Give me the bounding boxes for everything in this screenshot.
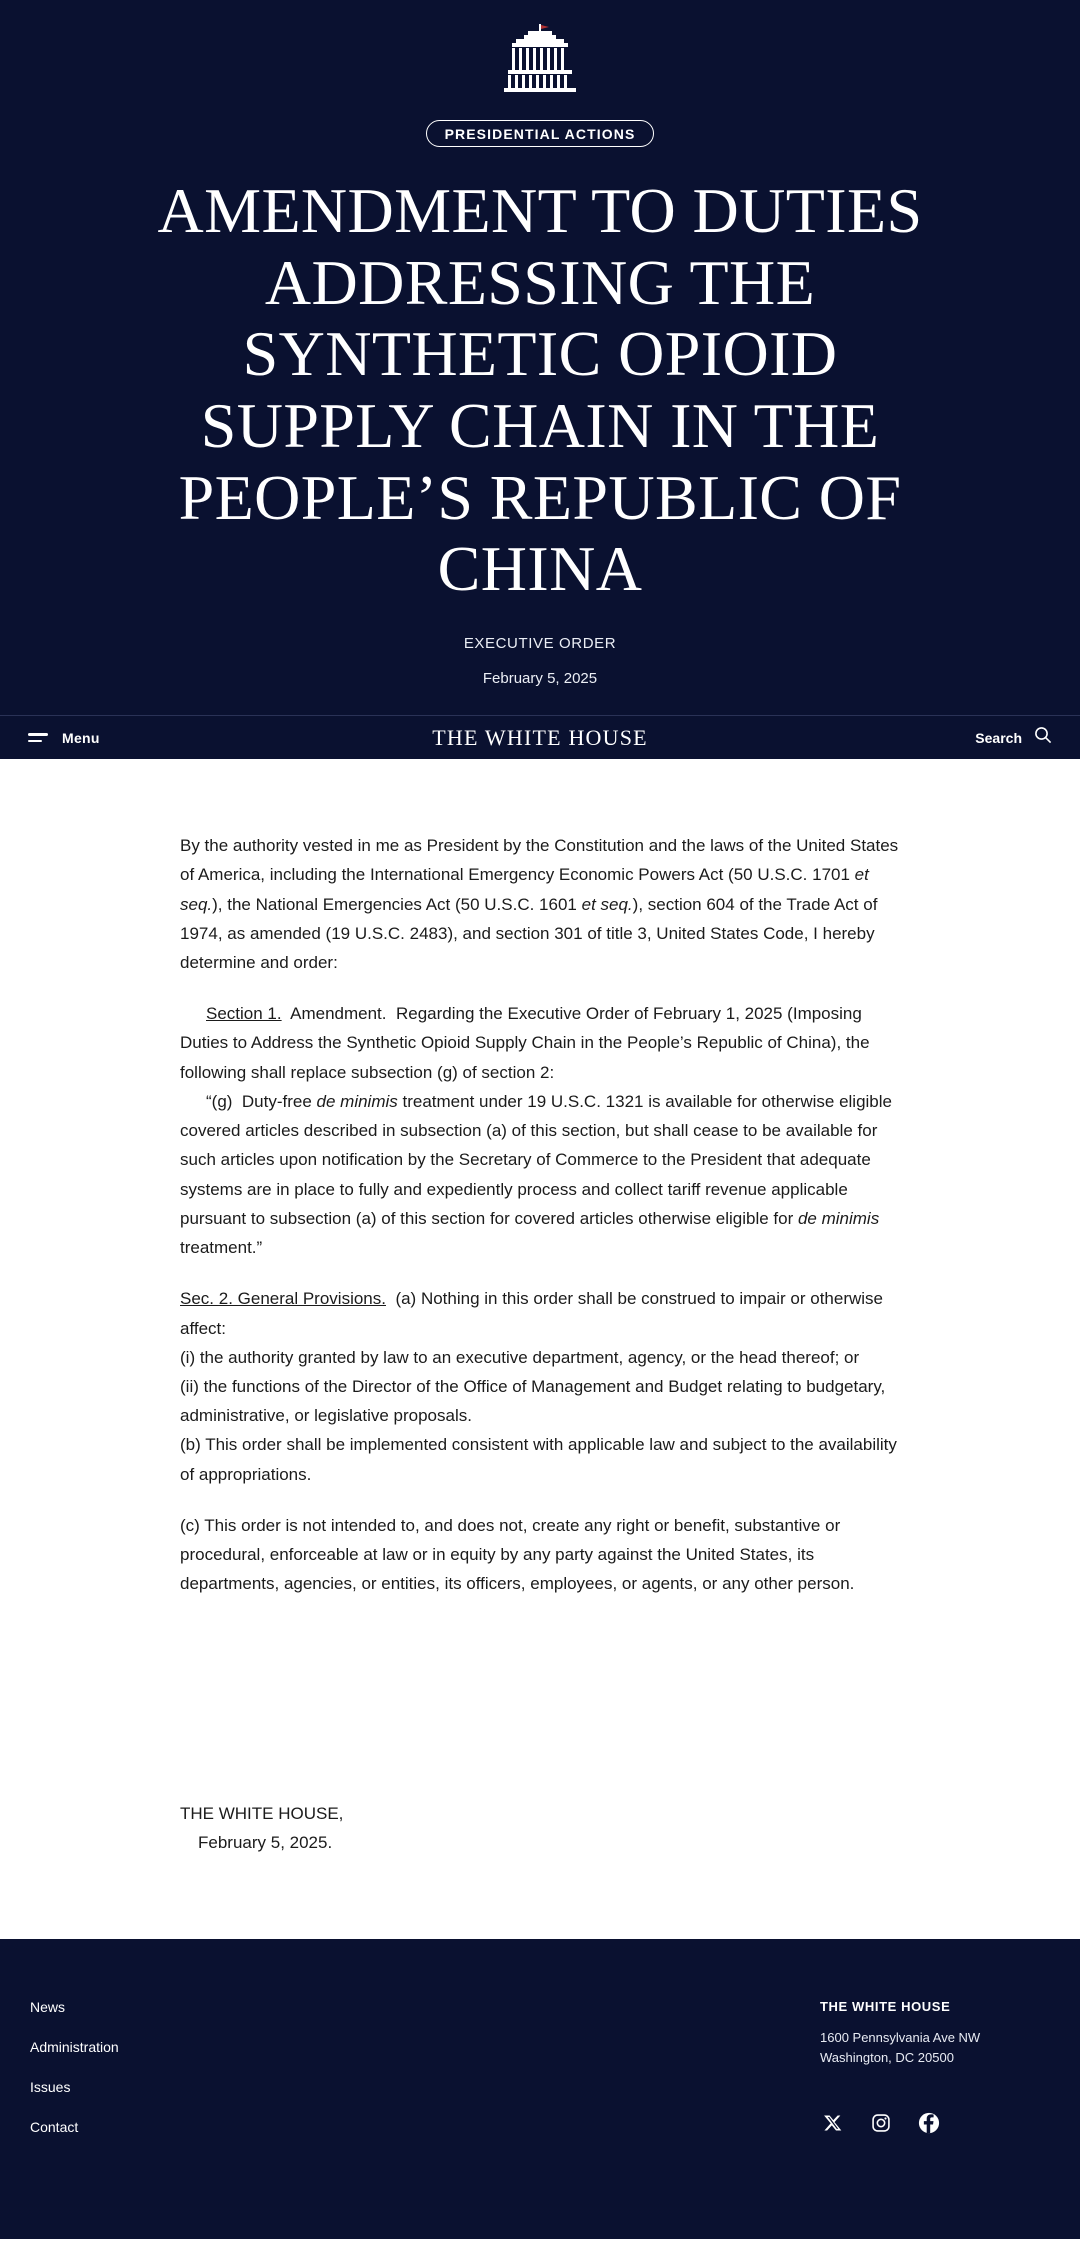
footer-link-administration[interactable]: Administration [30,2039,119,2056]
white-house-seal-icon [494,24,586,94]
signoff-line-2: February 5, 2025. [198,1832,333,1852]
section-1-heading: Section 1. [206,1004,282,1024]
section-1-body: Regarding the Executive Order of February 1, 2025 (Imposing Duties to Address the Synthetic Opioid Supply Chain in the People’s Republic of China), the following shall replace subsection (g) of section 2: [180,1004,870,1082]
document-body [0,759,1080,1939]
footer-link-issues[interactable]: Issues [30,2079,71,2096]
footer-links [0,1999,119,2169]
paragraph-section-1 [180,999,900,1087]
hero-banner [0,0,1080,715]
page-title: AMENDMENT TO DUTIES ADDRESSING THE SYNTHETIC OPIOID SUPPLY CHAIN IN THE PEOPLE’S REPUBLIC OF CHINA [157,175,923,605]
site-brand: THE WHITE HOUSE [432,724,648,750]
paragraph-section-2-c: (c) This order is not intended to, and does not, create any right or benefit, substantive or procedural, enforceable at law or in equity by any party against the United States, its departments, agencies, or entities, its officers, employees, or agents, or any other person. [180,1515,855,1594]
site-navigation-bar [0,715,1080,759]
paragraph-section-2-b: (b) This order shall be implemented consistent with applicable law and subject to the availability of appropriations. [180,1435,897,1484]
footer-address-line-2: Washington, DC 20500 [820,2050,954,2066]
document-type-label: EXECUTIVE ORDER [463,635,617,653]
x-twitter-icon[interactable] [820,2110,846,2136]
signoff-block [180,1799,900,1857]
status-badge: PRESIDENTIAL ACTIONS [426,120,655,147]
site-footer [0,1939,1080,2239]
hamburger-icon[interactable] [28,733,48,742]
search-icon[interactable] [1034,726,1052,749]
search-button[interactable] [975,726,1052,749]
footer-address [820,2028,1028,2068]
publish-date: February 5, 2025 [482,670,598,688]
footer-heading: THE WHITE HOUSE [820,1999,951,2015]
footer-address-line-1: 1600 Pennsylvania Ave NW [820,2030,981,2046]
footer-link-contact[interactable]: Contact [30,2119,79,2136]
signoff-line-1: THE WHITE HOUSE, [180,1803,344,1823]
paragraph-section-2-a [180,1284,900,1342]
paragraph-quoted-subsection: “(g) Duty-free de minimis treatment under 19 U.S.C. 1321 is available for otherwise eligible covered articles described in subsection (a) of this section, but shall cease to be available for such articles upon notification by the Secretary of Commerce to the President that adequate systems are in place to fully and expediently process and collect tariff revenue applicable pursuant to subsection (a) of this section for covered articles otherwise eligible for de minimis treatment.” [180,1091,892,1258]
paragraph-authority: By the authority vested in me as President by the Constitution and the laws of the United States of America, including the International Emergency Economic Powers Act (50 U.S.C. 1701 et seq.), the National Emergencies Act (50 U.S.C. 1601 et seq.), section 604 of the Trade Act of 1974, as amended (19 U.S.C. 2483), and section 301 of title 3, United States Code, I hereby determine and order: [180,836,899,972]
paragraph-section-2-i: (i) the authority granted by law to an executive department, agency, or the head thereof; or [180,1347,860,1367]
facebook-icon[interactable] [916,2110,942,2136]
menu-button[interactable] [28,730,100,746]
menu-label: Menu [62,729,100,746]
paragraph-section-2-ii: (ii) the functions of the Director of the Office of Management and Budget relating to budgetary, administrative, or legislative proposals. [180,1377,886,1426]
search-label: Search [975,729,1022,746]
instagram-icon[interactable] [868,2110,894,2136]
section-2-heading: Sec. 2. General Provisions. [180,1289,386,1309]
section-2-a-text: (a) Nothing in this order shall be construed to impair or otherwise affect: [180,1289,884,1338]
social-links [820,2110,1028,2136]
footer-link-news[interactable]: News [30,1999,66,2016]
section-1-title: Amendment. [290,1004,387,1024]
footer-contact-block [820,1999,1080,2169]
